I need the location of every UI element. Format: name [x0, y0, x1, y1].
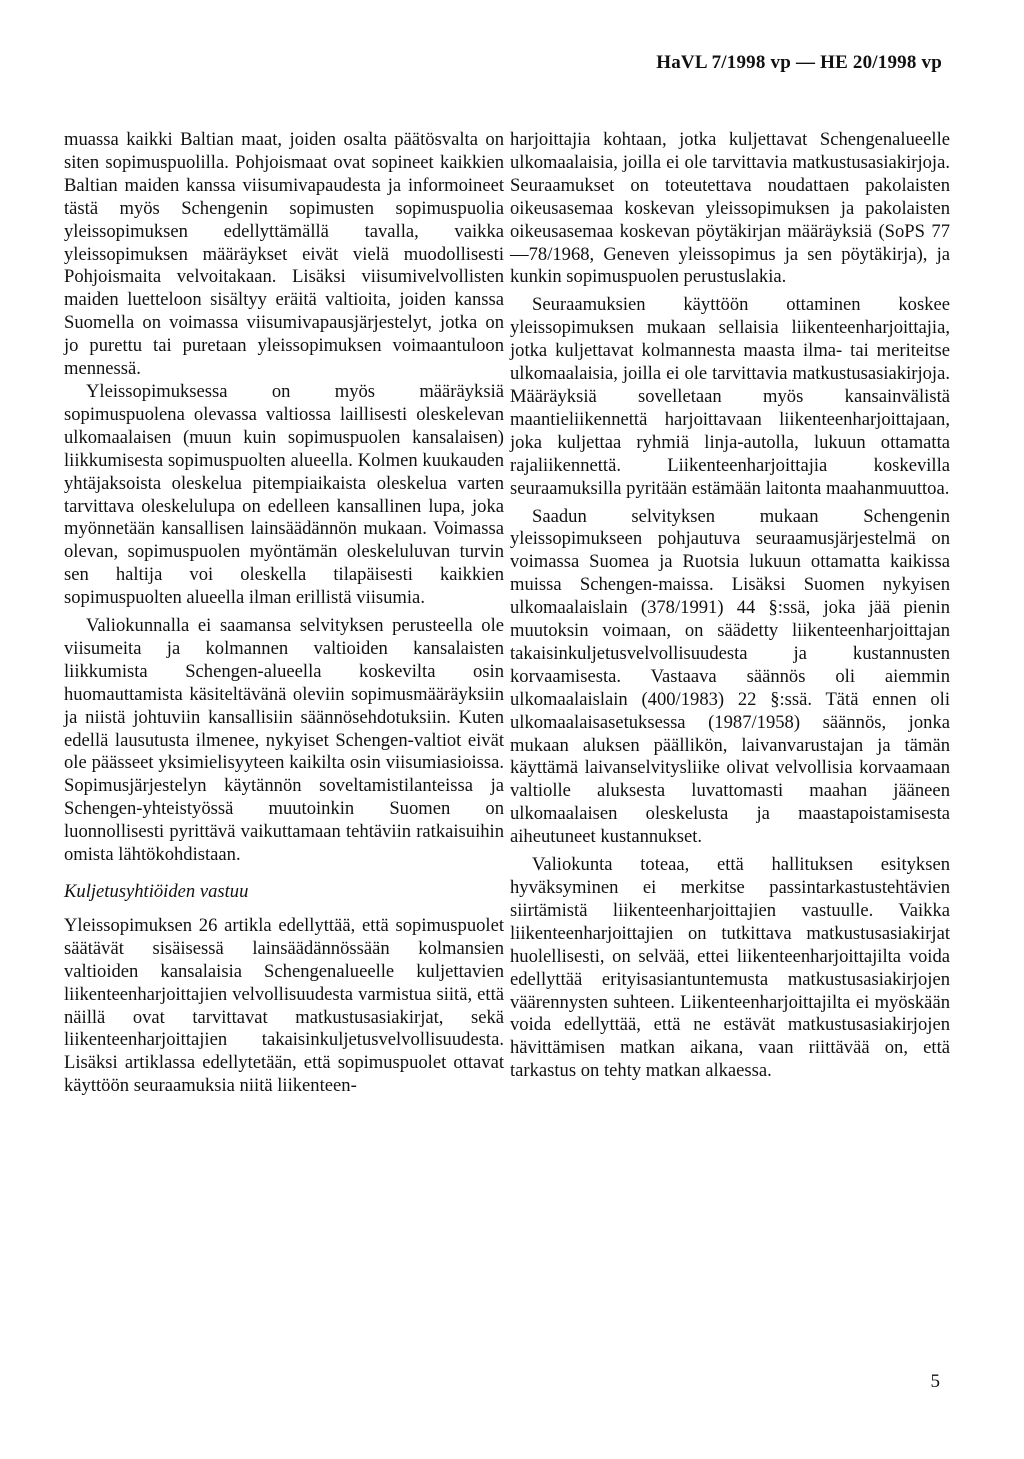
paragraph: Valiokunnalla ei saamansa selvityksen perusteella ole viisumeita ja kolmannen valtioiden kansalaisten liikkumista Schengen-alueella koskevilta osin huomauttamista käsiteltävänä oleviin sopimusmääräyksiin ja niistä johtuviin kansallisiin säännösehdotuksiin. Kuten edellä lausutusta ilmenee, nykyiset Schengen-valtiot eivät ole päässeet yksimielisyyteen kaikilta osin viisumiasioissa. Sopimusjärjestelyn käytännön soveltamistilanteissa ja Schengen-yhteistyössä muutoinkin Suomen on luonnollisesti pyrittävä vaikuttamaan tehtäviin ratkaisuihin omista lähtökohdistaan.	[64, 615, 504, 866]
paragraph: Saadun selvityksen mukaan Schengenin yleissopimukseen pohjautuva seuraamusjärjestelmä on voimassa Suomea ja Ruotsia lukuun ottamatta kaikissa muissa Schengen-maissa. Lisäksi Suomen nykyisen ulkomaalaislain (378/1991) 44 §:ssä, joka jää pienin muutoksin voimaan, on säädetty liikenteenharjoittajan takaisinkuljetusvelvollisuudesta ja kustannusten korvaamisesta. Vastaava säännös oli aiemmin ulkomaalaislain (400/1983) 22 §:ssä. Tätä ennen oli ulkomaalaisasetuksessa (1987/1958) säännös, jonka mukaan aluksen päällikön, laivanvarustajan ja tämän käyttämä laivanselvitysliike olivat velvollisia korvaamaan valtiolle aluksesta luvattomasti maahan jääneen ulkomaalaisen oleskelusta ja maastapoistamisesta aiheutuneet kustannukset.	[510, 505, 950, 848]
paragraph: Valiokunta toteaa, että hallituksen esityksen hyväksyminen ei merkitse passintarkastustehtävien siirtämistä liikenteenharjoittajien vastuulle. Vaikka liikenteenharjoittajien on tutkittava matkustusasiakirjat huolellisesti, on selvää, ettei liikenteenharjoittajilta voida edellyttää erityisasiantuntemusta matkustusasiakirjojen väärennysten suhteen. Liikenteenharjoittajilta ei myöskään voida edellyttää, että ne estävät matkustusasiakirjojen hävittämisen matkan aikana, vaan riittävää on, että tarkastus on tehty matkan alkaessa.	[510, 854, 950, 1082]
paragraph: Yleissopimuksen 26 artikla edellyttää, että sopimuspuolet säätävät sisäisessä lainsäädännössään kolmansien valtioiden kansalaisia Schengenalueelle kuljettavien liikenteenharjoittajien velvollisuudesta varmistua siitä, että näillä ovat tarvittavat matkustusasiakirjat, sekä liikenteenharjoittajien takaisinkuljetusvelvollisuudesta. Lisäksi artiklassa edellytetään, että sopimuspuolet ottavat käyttöön seuraamuksia niitä liikenteen-	[64, 914, 504, 1097]
paragraph: harjoittajia kohtaan, jotka kuljettavat Schengenalueelle ulkomaalaisia, joilla ei ole tarvittavia matkustusasiakirjoja. Seuraamukset on toteutettava noudattaen pakolaisten oikeusasemaa koskevan yleissopimuksen ja pakolaisten oikeusasemaa koskevan pöytäkirjan määräyksiä (SoPS 77—78/1968, Geneven yleissopimus ja sen pöytäkirja), ja kunkin sopimuspuolen perustuslakia.	[510, 129, 950, 288]
running-header: HaVL 7/1998 vp — HE 20/1998 vp	[656, 52, 942, 73]
right-column	[510, 129, 950, 1083]
paragraph: Seuraamuksien käyttöön ottaminen koskee yleissopimuksen mukaan sellaisia liikenteenharjoittajia, jotka kuljettavat kolmannesta maasta ilma- tai meriteitse ulkomaalaisia, joilla ei ole tarvittavia matkustusasiakirjoja. Määräyksiä sovelletaan myös kansainvälistä maantieliikennettä harjoittavaan liikenteenharjoittajaan, joka kuljettaa ryhmiä linja-autolla, lukuun ottamatta rajaliikennettä. Liikenteenharjoittajia koskevilla seuraamuksilla pyritään estämään laitonta maahanmuuttoa.	[510, 294, 950, 499]
paragraph: muassa kaikki Baltian maat, joiden osalta päätösvalta on siten sopimuspuolilla. Pohjoismaat ovat sopineet kaikkien Baltian maiden kanssa viisumivapaudesta ja informoineet tästä myös Schengenin sopimusten sopimuspuolia yleissopimuksen edellyttämällä tavalla, vaikka yleissopimuksen määräykset eivät vielä muodollisesti Pohjoismaita velvoitakaan. Lisäksi viisumivelvollisten maiden luetteloon sisältyy eräitä valtioita, joiden kanssa Suomella on voimassa viisumivapausjärjestelyt, jotka on jo purettu tai puretaan yleissopimuksen voimaantuloon mennessä.	[64, 129, 504, 380]
paragraph: Yleissopimuksessa on myös määräyksiä sopimuspuolena olevassa valtiossa laillisesti oleskelevan ulkomaalaisen (muun kuin sopimuspuolen kansalaisen) liikkumisesta sopimuspuolten alueella. Kolmen kuukauden yhtäjaksoista oleskelua pitempiaikaista oleskelua varten tarvittava oleskelulupa on edelleen kansallinen lupa, joka myönnetään kansallisen lainsäädännön mukaan. Voimassa olevan, sopimuspuolen myöntämän oleskeluluvan turvin sen haltija voi oleskella tilapäisesti kaikkien sopimuspuolten alueella ilman erillistä viisumia.	[64, 380, 504, 609]
page-number: 5	[930, 1371, 940, 1392]
left-column	[64, 129, 504, 1098]
section-heading: Kuljetusyhtiöiden vastuu	[64, 881, 249, 902]
